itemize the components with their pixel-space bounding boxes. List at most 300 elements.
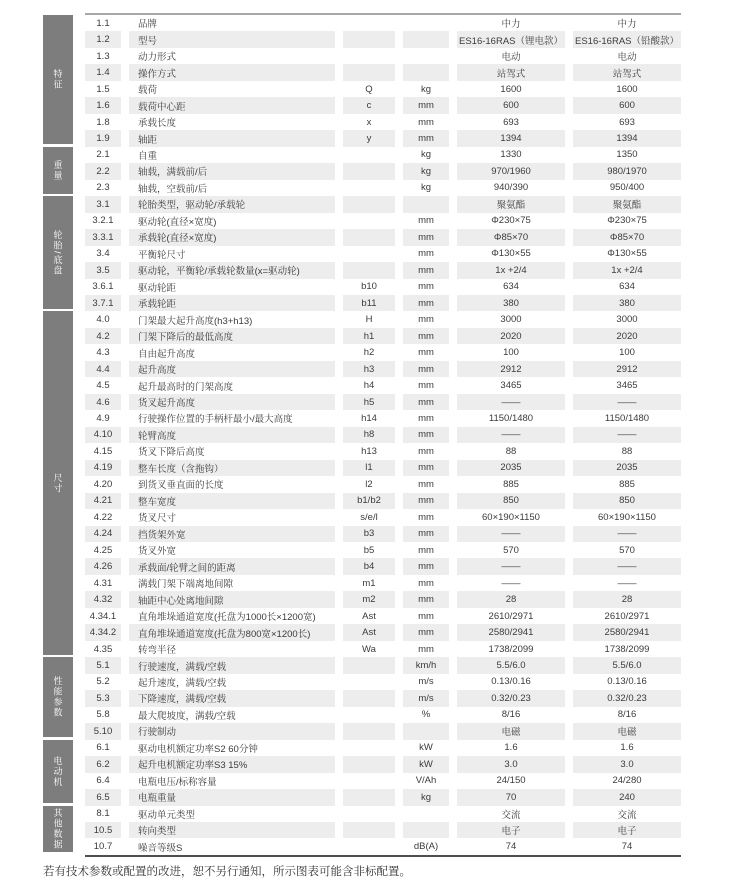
row-symbol: b5 [363, 544, 375, 556]
value-lithium-model: 交流 [501, 809, 521, 821]
value-leadacid-model: 电子 [573, 822, 681, 838]
value-lithium-model: ES16-16RAS（锂电款） [457, 31, 565, 47]
row-number: 1.9 [85, 130, 121, 146]
row-number: 1.1 [96, 17, 110, 29]
value-leadacid-model: 3000 [616, 314, 638, 326]
row-description: 驱动单元类型 [138, 809, 196, 821]
table-row [85, 624, 681, 640]
row-number: 1.6 [85, 97, 121, 113]
row-symbol [343, 229, 395, 245]
row-symbol: Ast [343, 624, 395, 640]
row-number: 4.0 [96, 314, 110, 326]
footer-disclaimer: 若有技术参数或配置的改进，恕不另行通知，所示图表可能含非标配置。 [43, 866, 411, 878]
row-unit: mm [403, 97, 449, 113]
table-row [85, 31, 681, 47]
row-unit: mm [403, 328, 449, 344]
row-number: 5.8 [96, 709, 110, 721]
value-leadacid-model: 1394 [573, 130, 681, 146]
value-leadacid-model: 电磁 [573, 723, 681, 739]
row-unit: kg [403, 163, 449, 179]
value-leadacid-model: 88 [621, 445, 633, 457]
row-symbol [343, 740, 395, 756]
value-leadacid-model: 28 [573, 591, 681, 607]
value-leadacid-model: 3.0 [573, 756, 681, 772]
row-description: 承载轮(直径×宽度) [129, 229, 335, 245]
row-unit: mm [403, 427, 449, 443]
table-row [85, 163, 681, 179]
row-number: 6.5 [85, 789, 121, 805]
value-lithium-model: 0.13/0.16 [491, 676, 531, 688]
value-lithium-model: 1330 [500, 149, 522, 161]
value-lithium-model: Φ85×70 [457, 229, 565, 245]
row-number: 1.3 [96, 50, 110, 62]
row-symbol: h14 [361, 412, 377, 424]
value-leadacid-model: Φ130×55 [607, 248, 647, 260]
table-row [85, 443, 681, 459]
row-unit: mm [418, 380, 434, 392]
row-description: 轴距 [129, 130, 335, 146]
section-label: 特征 [52, 69, 63, 91]
row-description: 转弯半径 [138, 645, 177, 657]
value-lithium-model: 60×190×1150 [482, 511, 540, 523]
row-unit: mm [403, 130, 449, 146]
row-description: 驱动电机额定功率S2 60分钟 [138, 743, 258, 755]
row-number: 2.1 [96, 149, 110, 161]
row-description: 品牌 [138, 19, 158, 31]
value-lithium-model: 74 [505, 841, 517, 853]
value-lithium-model: 2035 [457, 460, 565, 476]
value-lithium-model: 中力 [501, 19, 521, 31]
value-lithium-model: 70 [457, 789, 565, 805]
value-lithium-model: 2912 [457, 361, 565, 377]
value-lithium-model: 600 [457, 97, 565, 113]
value-leadacid-model: 1x +2/4 [573, 262, 681, 278]
row-number: 1.4 [85, 64, 121, 80]
row-symbol: x [366, 116, 372, 128]
value-lithium-model: —— [501, 577, 521, 589]
value-lithium-model: 940/390 [493, 182, 529, 194]
value-lithium-model: 2610/2971 [488, 610, 534, 622]
row-description: 行驶操作位置的手柄杆最小/最大高度 [138, 414, 293, 426]
value-lithium-model: 3.0 [457, 756, 565, 772]
row-description: 载荷 [138, 85, 158, 97]
row-symbol: h5 [343, 394, 395, 410]
row-number: 5.1 [85, 657, 121, 673]
section-label: 尺寸 [52, 472, 63, 494]
row-number: 3.7.1 [85, 295, 121, 311]
row-number: 4.2 [85, 328, 121, 344]
row-unit: kW [403, 756, 449, 772]
row-description: 轴距中心处离地间隙 [129, 591, 335, 607]
row-symbol: m2 [343, 591, 395, 607]
row-symbol [343, 674, 395, 690]
table-row [85, 64, 681, 80]
row-symbol [343, 147, 395, 163]
row-number: 5.2 [96, 676, 110, 688]
section-block [43, 15, 73, 144]
value-lithium-model: 88 [505, 445, 517, 457]
row-unit: kg [420, 83, 432, 95]
row-number: 1.8 [96, 116, 110, 128]
value-lithium-model: —— [457, 526, 565, 542]
row-symbol [343, 806, 395, 822]
value-leadacid-model: 0.32/0.23 [573, 690, 681, 706]
row-description: 驱动轮距 [138, 282, 177, 294]
row-number: 2.3 [96, 182, 110, 194]
row-description: 动力形式 [138, 52, 177, 64]
row-symbol: b1/b2 [343, 493, 395, 509]
row-unit: mm [403, 460, 449, 476]
row-description: 承载长度 [138, 118, 177, 130]
row-unit: dB(A) [413, 841, 439, 853]
value-leadacid-model: 0.13/0.16 [607, 676, 647, 688]
row-number: 5.10 [85, 723, 121, 739]
row-unit: mm [418, 347, 434, 359]
row-symbol [343, 246, 395, 262]
row-symbol: h2 [363, 347, 375, 359]
row-unit: % [421, 709, 431, 721]
value-leadacid-model: 3465 [616, 380, 638, 392]
section-block [43, 657, 73, 737]
row-unit: mm [418, 215, 434, 227]
row-number: 3.1 [85, 196, 121, 212]
row-symbol: b4 [343, 558, 395, 574]
value-lithium-model: 8/16 [501, 709, 521, 721]
row-symbol [343, 822, 395, 838]
value-leadacid-model: 885 [619, 478, 635, 490]
row-number: 10.5 [85, 822, 121, 838]
row-symbol [343, 213, 395, 229]
row-unit: mm [418, 478, 434, 490]
row-unit: mm [418, 445, 434, 457]
table-row [85, 509, 681, 525]
row-unit: V/Ah [415, 775, 437, 787]
value-leadacid-model: 中力 [617, 19, 637, 31]
value-leadacid-model: 2035 [573, 460, 681, 476]
section-label: 轮胎/底盘 [52, 229, 63, 276]
row-unit: mm [403, 295, 449, 311]
row-unit [403, 822, 449, 838]
row-symbol [343, 707, 395, 723]
table-row [85, 81, 681, 97]
table-row [85, 575, 681, 591]
table-row [85, 723, 681, 739]
table-row [85, 246, 681, 262]
value-leadacid-model: —— [617, 577, 637, 589]
value-lithium-model: 2020 [457, 328, 565, 344]
value-lithium-model: 1738/2099 [488, 643, 534, 655]
table-row [85, 806, 681, 822]
value-leadacid-model: 1600 [616, 83, 638, 95]
value-lithium-model: 28 [457, 591, 565, 607]
value-lithium-model: 100 [503, 347, 519, 359]
row-description: 驱动轮(直径×宽度) [138, 216, 217, 228]
row-symbol: h3 [343, 361, 395, 377]
row-symbol [343, 773, 395, 789]
row-number: 4.31 [93, 577, 113, 589]
table-row [85, 377, 681, 393]
row-symbol [343, 180, 395, 196]
row-symbol: b11 [343, 295, 395, 311]
row-description: 自由起升高度 [138, 348, 196, 360]
value-lithium-model: 2580/2941 [457, 624, 565, 640]
row-unit: mm [403, 394, 449, 410]
row-description: 承载面/轮臂之间的距离 [129, 558, 335, 574]
row-description: 转向类型 [129, 822, 335, 838]
row-number: 4.21 [85, 493, 121, 509]
row-unit: mm [418, 412, 434, 424]
row-description: 门架下降后的最低高度 [129, 328, 335, 344]
row-number: 3.3.1 [85, 229, 121, 245]
section-block [43, 806, 73, 853]
row-number: 1.2 [85, 31, 121, 47]
table-row [85, 674, 681, 690]
value-lithium-model: 380 [457, 295, 565, 311]
row-number: 3.2.1 [92, 215, 114, 227]
value-leadacid-model: —— [573, 526, 681, 542]
row-description: 行驶制动 [129, 723, 335, 739]
row-symbol: s/e/l [360, 511, 378, 523]
value-leadacid-model: 980/1970 [573, 163, 681, 179]
table-row [85, 196, 681, 212]
row-unit [403, 15, 449, 31]
row-description: 型号 [129, 31, 335, 47]
value-lithium-model: 电磁 [457, 723, 565, 739]
value-leadacid-model: Φ85×70 [573, 229, 681, 245]
row-description: 轮臂高度 [129, 427, 335, 443]
row-number: 8.1 [96, 808, 110, 820]
row-unit: kW [419, 742, 433, 754]
row-number: 4.34.1 [89, 610, 117, 622]
table-row [85, 740, 681, 756]
row-number: 4.10 [85, 427, 121, 443]
value-leadacid-model: 聚氨酯 [573, 196, 681, 212]
value-leadacid-model: 100 [619, 347, 635, 359]
row-number: 6.2 [85, 756, 121, 772]
value-lithium-model: 1600 [500, 83, 522, 95]
table-row [85, 48, 681, 64]
row-unit: mm [403, 558, 449, 574]
row-description: 整车长度（含拖钩） [129, 460, 335, 476]
table-row [85, 608, 681, 624]
row-unit [403, 723, 449, 739]
value-lithium-model: 693 [503, 116, 519, 128]
table-row [85, 394, 681, 410]
row-number: 3.4 [96, 248, 110, 260]
value-leadacid-model: 60×190×1150 [598, 511, 656, 523]
row-unit [403, 64, 449, 80]
row-description: 起升电机额定功率S3 15% [129, 756, 335, 772]
value-lithium-model: 1x +2/4 [457, 262, 565, 278]
section-label: 重量 [52, 159, 63, 181]
spec-table-rows [85, 15, 681, 855]
value-leadacid-model: —— [573, 558, 681, 574]
value-leadacid-model: Φ230×75 [607, 215, 647, 227]
value-leadacid-model: 2580/2941 [573, 624, 681, 640]
value-leadacid-model: 2610/2971 [604, 610, 650, 622]
table-row [85, 707, 681, 723]
row-number: 4.22 [93, 511, 113, 523]
section-block [43, 196, 73, 309]
table-row [85, 262, 681, 278]
table-row [85, 213, 681, 229]
value-lithium-model: 电子 [457, 822, 565, 838]
table-row [85, 690, 681, 706]
row-symbol: l2 [365, 478, 373, 490]
value-leadacid-model: 600 [573, 97, 681, 113]
value-lithium-model: 1394 [457, 130, 565, 146]
row-number: 4.19 [85, 460, 121, 476]
row-unit [403, 48, 449, 64]
row-unit [403, 806, 449, 822]
row-symbol: Q [365, 83, 373, 95]
row-description: 货叉下降后高度 [138, 447, 205, 459]
table-row [85, 476, 681, 492]
table-row [85, 15, 681, 31]
row-unit: mm [418, 511, 434, 523]
row-symbol: b10 [361, 281, 377, 293]
row-description: 轴载，空载前/后 [138, 183, 208, 195]
row-description: 挡货架外宽 [129, 526, 335, 542]
row-unit: mm [403, 229, 449, 245]
row-description: 货叉外宽 [138, 546, 177, 558]
value-lithium-model: Φ130×55 [491, 248, 531, 260]
value-leadacid-model: 5.5/6.0 [573, 657, 681, 673]
category-sidebar [43, 15, 73, 855]
row-symbol [343, 64, 395, 80]
value-leadacid-model: —— [573, 394, 681, 410]
row-symbol [343, 657, 395, 673]
table-row [85, 114, 681, 130]
value-lithium-model: 0.32/0.23 [457, 690, 565, 706]
table-row [85, 328, 681, 344]
table-row [85, 229, 681, 245]
row-symbol [343, 838, 395, 854]
row-description: 起升高度 [129, 361, 335, 377]
table-row [85, 756, 681, 772]
row-description: 轴载，满载前/后 [129, 163, 335, 179]
value-lithium-model: 1150/1480 [488, 412, 534, 424]
row-unit: mm [418, 314, 434, 326]
value-lithium-model: —— [457, 394, 565, 410]
row-number: 4.24 [85, 526, 121, 542]
row-description: 货叉尺寸 [138, 513, 177, 525]
row-description: 驱动轮，平衡轮/承载轮数量(x=驱动轮) [129, 262, 335, 278]
row-description: 电瓶重量 [129, 789, 335, 805]
row-symbol: Wa [362, 643, 376, 655]
value-leadacid-model: 634 [619, 281, 635, 293]
value-lithium-model: 站驾式 [457, 64, 565, 80]
value-leadacid-model: —— [573, 427, 681, 443]
row-number: 4.5 [96, 380, 110, 392]
value-lithium-model: —— [457, 558, 565, 574]
table-row [85, 526, 681, 542]
row-unit: mm [403, 624, 449, 640]
section-block [43, 311, 73, 654]
table-row [85, 427, 681, 443]
value-lithium-model: 885 [503, 478, 519, 490]
row-number: 4.3 [96, 347, 110, 359]
row-unit: mm [418, 643, 434, 655]
value-lithium-model: 970/1960 [457, 163, 565, 179]
row-number: 4.35 [93, 643, 113, 655]
row-description: 直角堆垛通道宽度(托盘为1000长×1200宽) [138, 612, 316, 624]
value-lithium-model: Φ230×75 [491, 215, 531, 227]
row-number: 3.5 [85, 262, 121, 278]
row-description: 门架最大起升高度(h3+h13) [138, 315, 253, 327]
value-leadacid-model: 2912 [573, 361, 681, 377]
row-unit: mm [403, 526, 449, 542]
row-number: 1.5 [96, 83, 110, 95]
row-symbol: b3 [343, 526, 395, 542]
value-leadacid-model: 570 [619, 544, 635, 556]
row-symbol: y [343, 130, 395, 146]
row-symbol [343, 690, 395, 706]
row-unit: mm [418, 544, 434, 556]
row-number: 4.4 [85, 361, 121, 377]
section-label: 其他数据 [52, 808, 63, 851]
value-leadacid-model: ES16-16RAS（铅酸款） [573, 31, 681, 47]
row-unit: mm [418, 281, 434, 293]
value-leadacid-model: 1350 [616, 149, 638, 161]
table-row [85, 130, 681, 146]
row-unit: mm [418, 116, 434, 128]
table-row [85, 295, 681, 311]
row-number: 2.2 [85, 163, 121, 179]
row-number: 4.20 [93, 478, 113, 490]
row-description: 电瓶电压/标称容量 [138, 776, 217, 788]
row-number: 4.9 [96, 412, 110, 424]
table-row [85, 180, 681, 196]
row-number: 4.32 [85, 591, 121, 607]
row-symbol [343, 723, 395, 739]
row-description: 整车宽度 [129, 493, 335, 509]
row-unit [403, 196, 449, 212]
section-label: 电动机 [52, 755, 63, 788]
row-symbol [343, 756, 395, 772]
row-unit: mm [403, 262, 449, 278]
table-row [85, 773, 681, 789]
row-number: 3.6.1 [92, 281, 114, 293]
row-description: 自重 [138, 150, 158, 162]
value-lithium-model: 1.6 [504, 742, 518, 754]
row-unit: mm [403, 493, 449, 509]
row-symbol [343, 31, 395, 47]
row-symbol: Ast [362, 610, 376, 622]
table-row [85, 591, 681, 607]
value-leadacid-model: 电动 [617, 52, 637, 64]
row-symbol [343, 789, 395, 805]
value-leadacid-model: 交流 [617, 809, 637, 821]
section-block [43, 740, 73, 803]
value-leadacid-model: 240 [573, 789, 681, 805]
row-unit: mm [418, 577, 434, 589]
table-row [85, 361, 681, 377]
value-leadacid-model: 1738/2099 [604, 643, 650, 655]
row-description: 噪音等级S [138, 842, 183, 854]
row-symbol: c [343, 97, 395, 113]
value-leadacid-model: 1150/1480 [604, 412, 650, 424]
section-label: 性能参数 [52, 676, 63, 719]
row-unit: mm [403, 591, 449, 607]
value-leadacid-model: 850 [573, 493, 681, 509]
row-description: 下降速度，满载/空载 [129, 690, 335, 706]
row-symbol [343, 163, 395, 179]
value-lithium-model: 电动 [501, 52, 521, 64]
row-number: 4.15 [93, 445, 113, 457]
row-unit: mm [418, 248, 434, 260]
row-number: 6.1 [96, 742, 110, 754]
